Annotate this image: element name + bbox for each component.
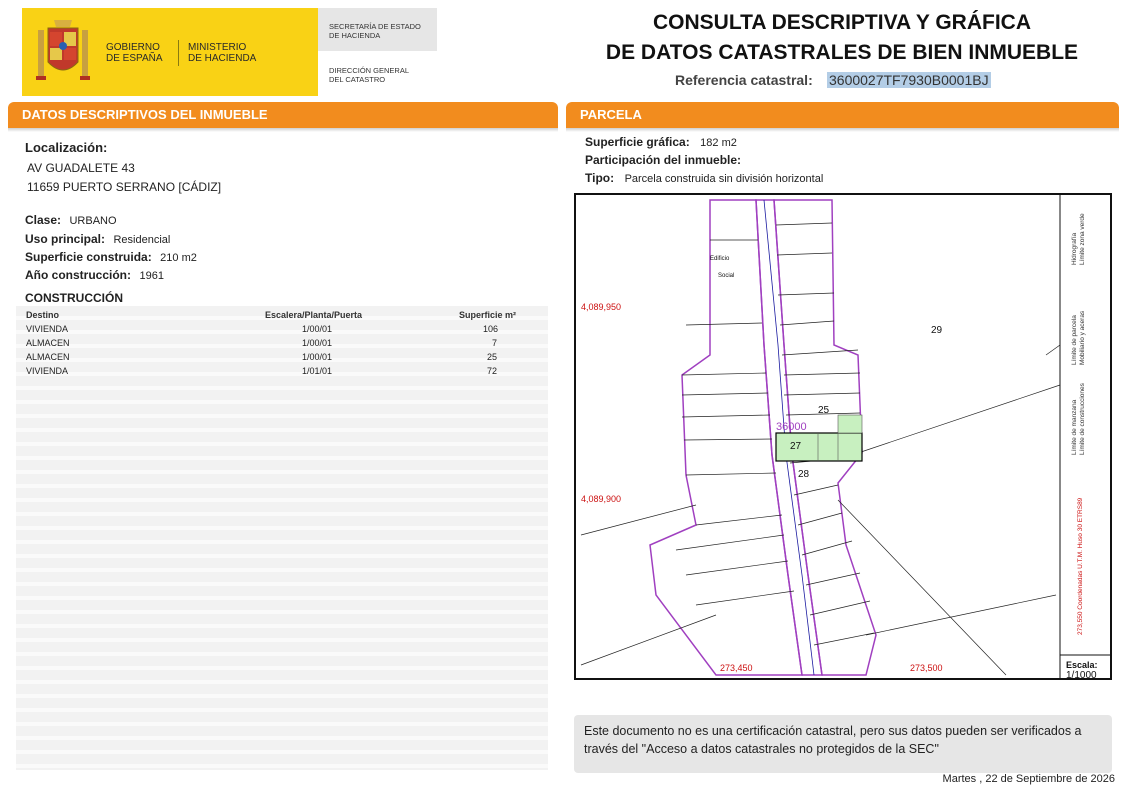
table-cell: ALMACEN: [26, 338, 70, 348]
legend-construcciones: Límite de construcciones: [1079, 383, 1086, 455]
table-cell: 106: [483, 324, 499, 334]
anio-value: 1961: [139, 270, 164, 282]
construccion-table: [16, 306, 548, 770]
secretaria-text: SECRETARÍA DE ESTADO DE HACIENDA: [329, 22, 421, 40]
section-divider: [8, 128, 558, 132]
uso-row: [25, 230, 170, 248]
map-highlight-label: 36000: [776, 421, 807, 433]
clase-value: URBANO: [69, 215, 117, 227]
table-cell: 72: [487, 366, 498, 376]
legend-hidrografia: Hidrografía: [1071, 232, 1078, 265]
tipo-row: [585, 169, 823, 187]
coat-of-arms-icon: [32, 16, 94, 90]
uso-label: Uso principal:: [25, 232, 106, 246]
tipo-value: Parcela construida sin división horizontal: [624, 173, 824, 185]
clase-row: [25, 211, 117, 229]
table-cell: 1/01/01: [302, 366, 333, 376]
table-cell: ALMACEN: [26, 352, 70, 362]
map-number: 25: [818, 405, 830, 416]
section-divider: [566, 128, 1119, 132]
header-separator: [178, 40, 179, 66]
table-header-escalera: Escalera/Planta/Puerta: [265, 310, 363, 320]
table-header-destino: Destino: [26, 310, 60, 320]
government-name: GOBIERNO DE ESPAÑA: [106, 42, 163, 64]
table-cell: 25: [487, 352, 498, 362]
direccion-general-text: DIRECCIÓN GENERAL DEL CATASTRO: [329, 66, 410, 84]
map-drawing: [576, 195, 1110, 678]
table-cell: 7: [492, 338, 498, 348]
participacion-label: Participación del inmueble:: [585, 153, 742, 167]
participacion-row: [585, 151, 741, 169]
map-coord-x2: 273,500: [910, 663, 943, 673]
map-number: 29: [931, 325, 943, 336]
superficie-value: 210 m2: [160, 252, 197, 264]
address-line2: 11659 PUERTO SERRANO [CÁDIZ]: [27, 180, 222, 194]
table-cell: 1/00/01: [302, 352, 333, 362]
map-number: 28: [798, 469, 810, 480]
sup-grafica-row: [585, 133, 737, 151]
datos-descriptivos-header: DATOS DESCRIPTIVOS DEL INMUEBLE: [8, 102, 558, 128]
escala-value: 1/1000: [1066, 670, 1097, 678]
map-number: 27: [790, 441, 802, 452]
legend-manzana: Límite de manzana: [1071, 399, 1078, 455]
address-line1: AV GUADALETE 43: [27, 161, 135, 175]
legend-parcela: Límite de parcela: [1071, 315, 1078, 365]
map-edificio-label: Edificio: [710, 256, 730, 262]
map-coord-y2: 4,089,900: [581, 494, 622, 504]
document-title: CONSULTA DESCRIPTIVA Y GRÁFICA DE DATOS CATASTRALES DE BIEN INMUEBLE: [605, 11, 1079, 64]
map-social-label: Social: [718, 273, 735, 279]
superficie-label: Superficie construida:: [25, 250, 152, 264]
clase-label: Clase:: [25, 213, 62, 227]
cadastral-map[interactable]: [574, 193, 1112, 680]
tipo-label: Tipo:: [585, 171, 615, 185]
table-header-superficie: Superficie m²: [459, 310, 517, 320]
escala-label: Escala:: [1066, 660, 1098, 670]
ministry-name: MINISTERIO DE HACIENDA: [188, 42, 257, 64]
sup-grafica-value: 182 m2: [700, 137, 737, 149]
anio-row: [25, 266, 164, 284]
map-coord-y1: 4,089,950: [581, 302, 622, 312]
parcela-header: PARCELA: [566, 102, 1119, 128]
government-logo-block: [22, 8, 318, 96]
map-coord-x1: 273,450: [720, 663, 753, 673]
localizacion-label: Localización:: [25, 140, 108, 155]
ref-catastral-label: Referencia catastral:: [675, 72, 813, 88]
construccion-title: CONSTRUCCIÓN: [25, 291, 123, 305]
sup-grafica-label: Superficie gráfica:: [585, 135, 690, 149]
legend-mobiliario: Mobiliario y aceras: [1079, 310, 1086, 365]
uso-value: Residencial: [113, 234, 171, 246]
table-cell: 1/00/01: [302, 324, 333, 334]
document-date: Martes , 22 de Septiembre de 2026: [942, 773, 1115, 785]
secretaria-block: [318, 8, 437, 51]
anio-label: Año construcción:: [25, 268, 132, 282]
table-cell: 1/00/01: [302, 338, 333, 348]
table-cell: VIVIENDA: [26, 324, 69, 334]
superficie-row: [25, 248, 197, 266]
table-cell: VIVIENDA: [26, 366, 69, 376]
disclaimer-box: Este documento no es una certificación catastral, pero sus datos pueden ser verificados a través del "Acceso a datos catastrales no protegidos de la SEC": [574, 715, 1112, 773]
coords-system-label: 273,550 Coordenadas U.T.M. Huso 30 ETRS89: [1077, 497, 1084, 635]
ref-catastral-value[interactable]: 3600027TF7930B0001BJ: [829, 72, 989, 88]
legend-zona-verde: Límite zona verde: [1079, 213, 1086, 265]
